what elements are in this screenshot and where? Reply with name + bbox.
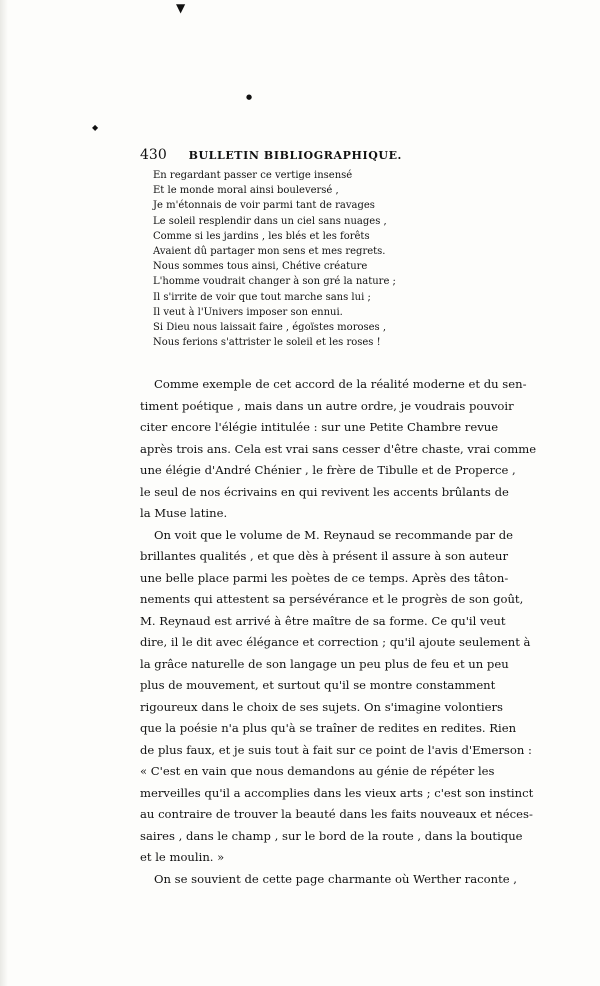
poem-line: Comme si les jardins , les blés et les forêts bbox=[153, 230, 370, 242]
text-line: citer encore l'élégie intitulée : sur une Petite Chambre revue bbox=[140, 420, 499, 434]
text-line: la Muse latine. bbox=[140, 506, 228, 520]
text-line: timent poétique , mais dans un autre ordre, je voudrais pouvoir bbox=[140, 398, 514, 413]
poem-line: Si Dieu nous laissait faire , égoïstes moroses , bbox=[153, 321, 387, 333]
body-text bbox=[140, 374, 537, 890]
poem-line: Je m'étonnais de voir parmi tant de ravages bbox=[153, 200, 375, 212]
text-line: On voit que le volume de M. Reynaud se recommande par de bbox=[154, 527, 514, 542]
print-mark-dot: ● bbox=[246, 93, 253, 101]
text-line: plus de mouvement, et surtout qu'il se montre constamment bbox=[140, 678, 496, 692]
print-mark-top: ▼ bbox=[176, 1, 186, 15]
page-header bbox=[140, 147, 402, 163]
page-gutter-shadow bbox=[0, 0, 8, 986]
text-line: nements qui attestent sa persévérance et le progrès de son goût, bbox=[140, 592, 524, 606]
poem-block bbox=[153, 168, 443, 350]
text-line: au contraire de trouver la beauté dans les faits nouveaux et néces- bbox=[140, 807, 533, 821]
text-line: brillantes qualités , et que dès à présent il assure à son auteur bbox=[140, 549, 509, 563]
text-line: une belle place parmi les poètes de ce temps. Après des tâton- bbox=[140, 570, 509, 585]
text-line: Comme exemple de cet accord de la réalité moderne et du sen- bbox=[154, 377, 527, 391]
poem-line: Nous sommes tous ainsi, Chétive créature bbox=[153, 261, 368, 273]
text-line: On se souvient de cette page charmante où Werther raconte , bbox=[154, 871, 517, 886]
text-line: dire, il le dit avec élégance et correction ; qu'il ajoute seulement à bbox=[140, 635, 531, 649]
running-head: BULLETIN BIBLIOGRAPHIQUE. bbox=[188, 149, 402, 162]
text-line: le seul de nos écrivains en qui revivent les accents brûlants de bbox=[140, 484, 509, 499]
poem-line: Il s'irrite de voir que tout marche sans lui ; bbox=[153, 291, 371, 303]
poem-line: En regardant passer ce vertige insensé bbox=[153, 170, 353, 181]
poem-line: Et le monde moral ainsi bouleversé , bbox=[153, 185, 339, 197]
poem-line: L'homme voudrait changer à son gré la nature ; bbox=[153, 276, 396, 288]
poem-line: Le soleil resplendir dans un ciel sans nuages , bbox=[153, 215, 387, 227]
text-line: rigoureux dans le choix de ses sujets. On s'imagine volontiers bbox=[140, 699, 503, 714]
poem-line: Nous ferions s'attrister le soleil et les roses ! bbox=[153, 337, 381, 349]
text-line: de plus faux, et je suis tout à fait sur ce point de l'avis d'Emerson : bbox=[140, 742, 532, 757]
text-line: merveilles qu'il a accomplies dans les vieux arts ; c'est son instinct bbox=[140, 785, 534, 800]
text-line: et le moulin. » bbox=[140, 850, 225, 864]
text-line: « C'est en vain que nous demandons au génie de répéter les bbox=[140, 764, 495, 778]
text-line: une élégie d'André Chénier , le frère de Tibulle et de Properce , bbox=[140, 463, 516, 477]
poem-line: Il veut à l'Univers imposer son ennui. bbox=[153, 306, 343, 318]
text-line: la grâce naturelle de son langage un peu plus de feu et un peu bbox=[140, 656, 509, 671]
print-mark-left: ◆ bbox=[92, 123, 99, 132]
text-line: que la poésie n'a plus qu'à se traîner de redites en redites. Rien bbox=[140, 721, 517, 735]
text-line: saires , dans le champ , sur le bord de la route , dans la boutique bbox=[140, 828, 523, 843]
text-line: après trois ans. Cela est vrai sans cesser d'être chaste, vrai comme bbox=[140, 441, 537, 456]
poem-line: Avaient dû partager mon sens et mes regrets. bbox=[153, 245, 386, 257]
text-line: M. Reynaud est arrivé à être maître de sa forme. Ce qu'il veut bbox=[140, 613, 506, 628]
page-number: 430 bbox=[140, 147, 167, 163]
